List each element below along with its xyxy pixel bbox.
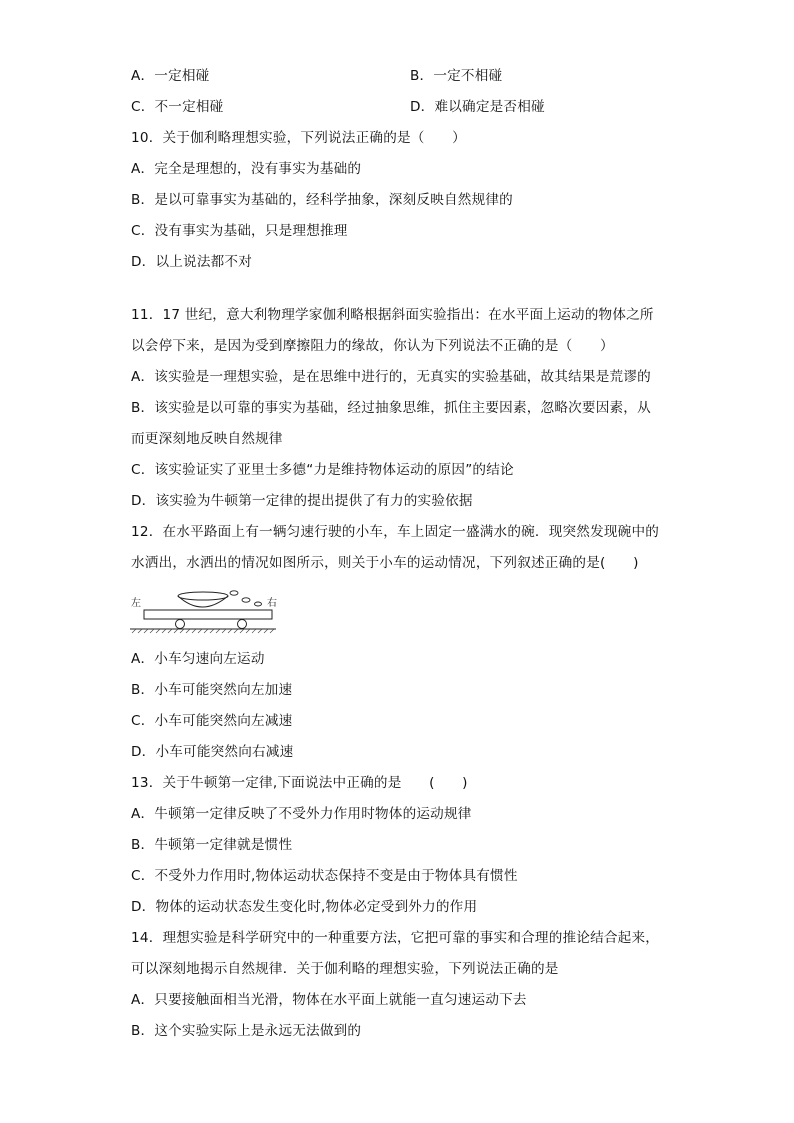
ground-hatching	[132, 629, 274, 633]
q11-option-b-line-1: B．该实验是以可靠的事实为基础，经过抽象思维，抓住主要因素，忽略次要因素，从	[131, 400, 651, 416]
bowl-rim	[178, 592, 228, 600]
cart-body	[144, 610, 272, 619]
figure-label-right: 右	[267, 598, 277, 609]
q13-option-d: D．物体的运动状态发生变化时,物体必定受到外力的作用	[131, 899, 478, 915]
q9-option-c: C．不一定相碰	[131, 99, 224, 115]
bowl-shape	[178, 596, 228, 607]
q13-option-a: A．牛顿第一定律反映了不受外力作用时物体的运动规律	[131, 806, 472, 822]
q13-option-c: C．不受外力作用时,物体运动状态保持不变是由于物体具有惯性	[131, 868, 518, 884]
q11-option-b-line-2: 而更深刻地反映自然规律	[131, 431, 283, 447]
water-drop-2	[242, 598, 250, 602]
q13-option-b: B．牛顿第一定律就是惯性	[131, 837, 293, 853]
q12-option-a: A．小车匀速向左运动	[131, 651, 265, 667]
q13-stem: 13．关于牛顿第一定律,下面说法中正确的是 ( )	[131, 775, 468, 791]
q10-stem: 10．关于伽利略理想实验，下列说法正确的是（ ）	[131, 130, 466, 146]
water-drop-1	[230, 591, 238, 595]
q9-option-d: D．难以确定是否相碰	[410, 99, 545, 115]
water-drop-3	[255, 602, 262, 606]
q14-option-a: A．只要接触面相当光滑，物体在水平面上就能一直匀速运动下去	[131, 992, 527, 1008]
cart-wheel-left	[176, 620, 185, 629]
figure-label-left: 左	[131, 598, 141, 609]
q11-option-a: A．该实验是一理想实验，是在思维中进行的，无真实的实验基础，故其结果是荒谬的	[131, 369, 651, 385]
q10-option-d: D．以上说法都不对	[131, 254, 253, 270]
q12-option-c: C．小车可能突然向左减速	[131, 713, 293, 729]
q10-option-c: C．没有事实为基础，只是理想推理	[131, 223, 348, 239]
q11-option-c: C．该实验证实了亚里士多德“力是维持物体运动的原因”的结论	[131, 462, 514, 478]
q12-option-b: B．小车可能突然向左加速	[131, 682, 293, 698]
q12-stem-line-1: 12．在水平路面上有一辆匀速行驶的小车，车上固定一盛满水的碗．现突然发现碗中的	[131, 524, 660, 540]
q10-option-a: A．完全是理想的，没有事实为基础的	[131, 161, 362, 177]
q11-option-d: D．该实验为牛顿第一定律的提出提供了有力的实验依据	[131, 493, 473, 509]
q14-option-b: B．这个实验实际上是永远无法做到的	[131, 1023, 362, 1039]
q14-stem-line-2: 可以深刻地揭示自然规律．关于伽利略的理想实验，下列说法正确的是	[131, 961, 559, 977]
q12-option-d: D．小车可能突然向右减速	[131, 744, 294, 760]
q11-stem-line-1: 11．17 世纪，意大利物理学家伽利略根据斜面实验指出：在水平面上运动的物体之所	[131, 307, 654, 323]
q9-option-b: B．一定不相碰	[410, 68, 503, 84]
cart-bowl-figure	[130, 584, 280, 634]
q14-stem-line-1: 14．理想实验是科学研究中的一种重要方法，它把可靠的事实和合理的推论结合起来，	[131, 930, 660, 946]
q10-option-b: B．是以可靠事实为基础的，经科学抽象，深刻反映自然规律的	[131, 192, 513, 208]
cart-wheel-right	[238, 620, 247, 629]
q11-stem-line-2: 以会停下来，是因为受到摩擦阻力的缘故，你认为下列说法不正确的是（ ）	[131, 338, 614, 354]
q12-stem-line-2: 水洒出，水洒出的情况如图所示，则关于小车的运动情况，下列叙述正确的是( )	[131, 555, 639, 571]
q9-option-a: A．一定相碰	[131, 68, 210, 84]
